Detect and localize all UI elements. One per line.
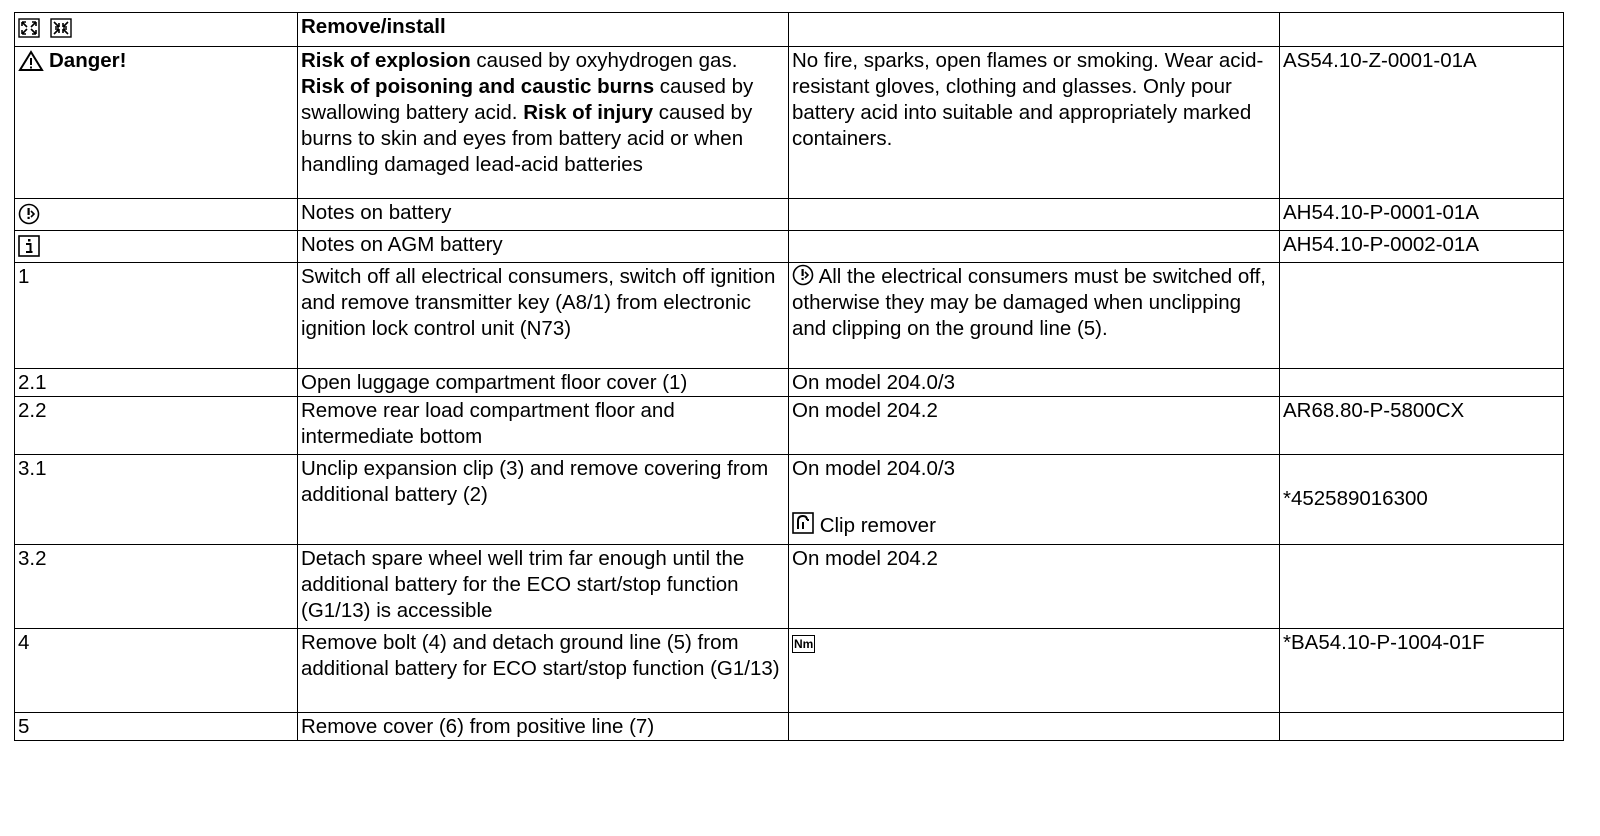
step-number: 2.2	[15, 397, 298, 455]
note-text: Notes on AGM battery	[298, 231, 789, 263]
step-number: 3.2	[15, 545, 298, 629]
tool-name: Clip remover	[819, 514, 936, 537]
step-row	[15, 545, 1564, 629]
step-note: All the electrical consumers must be switched off, otherwise they may be damaged when unclipping and clipping on the ground line (5).	[792, 265, 1266, 340]
danger-label: Danger!	[49, 49, 127, 72]
step-number: 3.1	[15, 455, 298, 545]
step-note-cell	[789, 455, 1280, 545]
header-icons-cell	[15, 13, 298, 47]
step-row	[15, 455, 1564, 545]
torque-icon: Nm	[794, 636, 814, 651]
step-instruction: Remove cover (6) from positive line (7)	[298, 713, 789, 741]
step-row	[15, 629, 1564, 713]
step-number: 4	[15, 629, 298, 713]
warning-icon	[18, 50, 44, 72]
note-row	[15, 199, 1564, 231]
danger-description: Risk of explosion caused by oxyhydrogen gas. Risk of poisoning and caustic burns caused by swallowing battery acid. Risk of injury caused by burns to skin and eyes from battery acid or when handling damaged lead-acid batteries	[298, 47, 789, 199]
step-note: On model 204.2	[789, 545, 1280, 629]
step-reference	[1280, 545, 1564, 629]
step-reference	[1280, 263, 1564, 369]
step-instruction: Switch off all electrical consumers, switch off ignition and remove transmitter key (A8/1) from electronic ignition lock control unit (N73)	[298, 263, 789, 369]
step-row	[15, 713, 1564, 741]
step-note: On model 204.2	[789, 397, 1280, 455]
step-instruction: Remove rear load compartment floor and intermediate bottom	[298, 397, 789, 455]
step-number: 1	[15, 263, 298, 369]
step-reference-link[interactable]: AR68.80-P-5800CX	[1280, 397, 1564, 455]
tool-reference-link[interactable]: *452589016300	[1283, 487, 1428, 510]
tool-icon	[792, 512, 814, 534]
collapse-icon[interactable]	[50, 18, 72, 38]
note-reference-link[interactable]: AH54.10-P-0002-01A	[1280, 231, 1564, 263]
step-note: On model 204.0/3	[792, 457, 955, 480]
danger-row	[15, 47, 1564, 199]
step-instruction: Detach spare wheel well trim far enough until the additional battery for the ECO start/stop function (G1/13) is accessible	[298, 545, 789, 629]
step-note-cell	[789, 629, 1280, 713]
danger-measures: No fire, sparks, open flames or smoking. Wear acid-resistant gloves, clothing and glasses. Only pour battery acid into suitable and appropriately marked containers.	[789, 47, 1280, 199]
expand-icon[interactable]	[18, 18, 40, 38]
step-reference	[1280, 369, 1564, 397]
step-reference-cell	[1280, 455, 1564, 545]
step-number: 2.1	[15, 369, 298, 397]
step-note	[789, 713, 1280, 741]
table-header-row	[15, 13, 1564, 47]
info-icon	[18, 235, 40, 257]
note-row	[15, 231, 1564, 263]
step-row	[15, 369, 1564, 397]
step-instruction: Unclip expansion clip (3) and remove covering from additional battery (2)	[298, 455, 789, 545]
note-icon	[792, 264, 814, 286]
step-note-cell	[789, 263, 1280, 369]
note-reference-link[interactable]: AH54.10-P-0001-01A	[1280, 199, 1564, 231]
step-note: On model 204.0/3	[789, 369, 1280, 397]
note-icon	[18, 203, 40, 225]
danger-reference-link[interactable]: AS54.10-Z-0001-01A	[1280, 47, 1564, 199]
header-empty-cell	[789, 13, 1280, 47]
page-title: Remove/install	[298, 13, 789, 47]
step-instruction: Open luggage compartment floor cover (1)	[298, 369, 789, 397]
step-row	[15, 263, 1564, 369]
header-empty-cell	[1280, 13, 1564, 47]
torque-reference-link[interactable]: *BA54.10-P-1004-01F	[1280, 629, 1564, 713]
step-number: 5	[15, 713, 298, 741]
procedure-table	[14, 12, 1564, 741]
step-row	[15, 397, 1564, 455]
step-instruction: Remove bolt (4) and detach ground line (5) from additional battery for ECO start/stop function (G1/13)	[298, 629, 789, 713]
note-text: Notes on battery	[298, 199, 789, 231]
danger-label-cell	[15, 47, 298, 199]
step-reference	[1280, 713, 1564, 741]
